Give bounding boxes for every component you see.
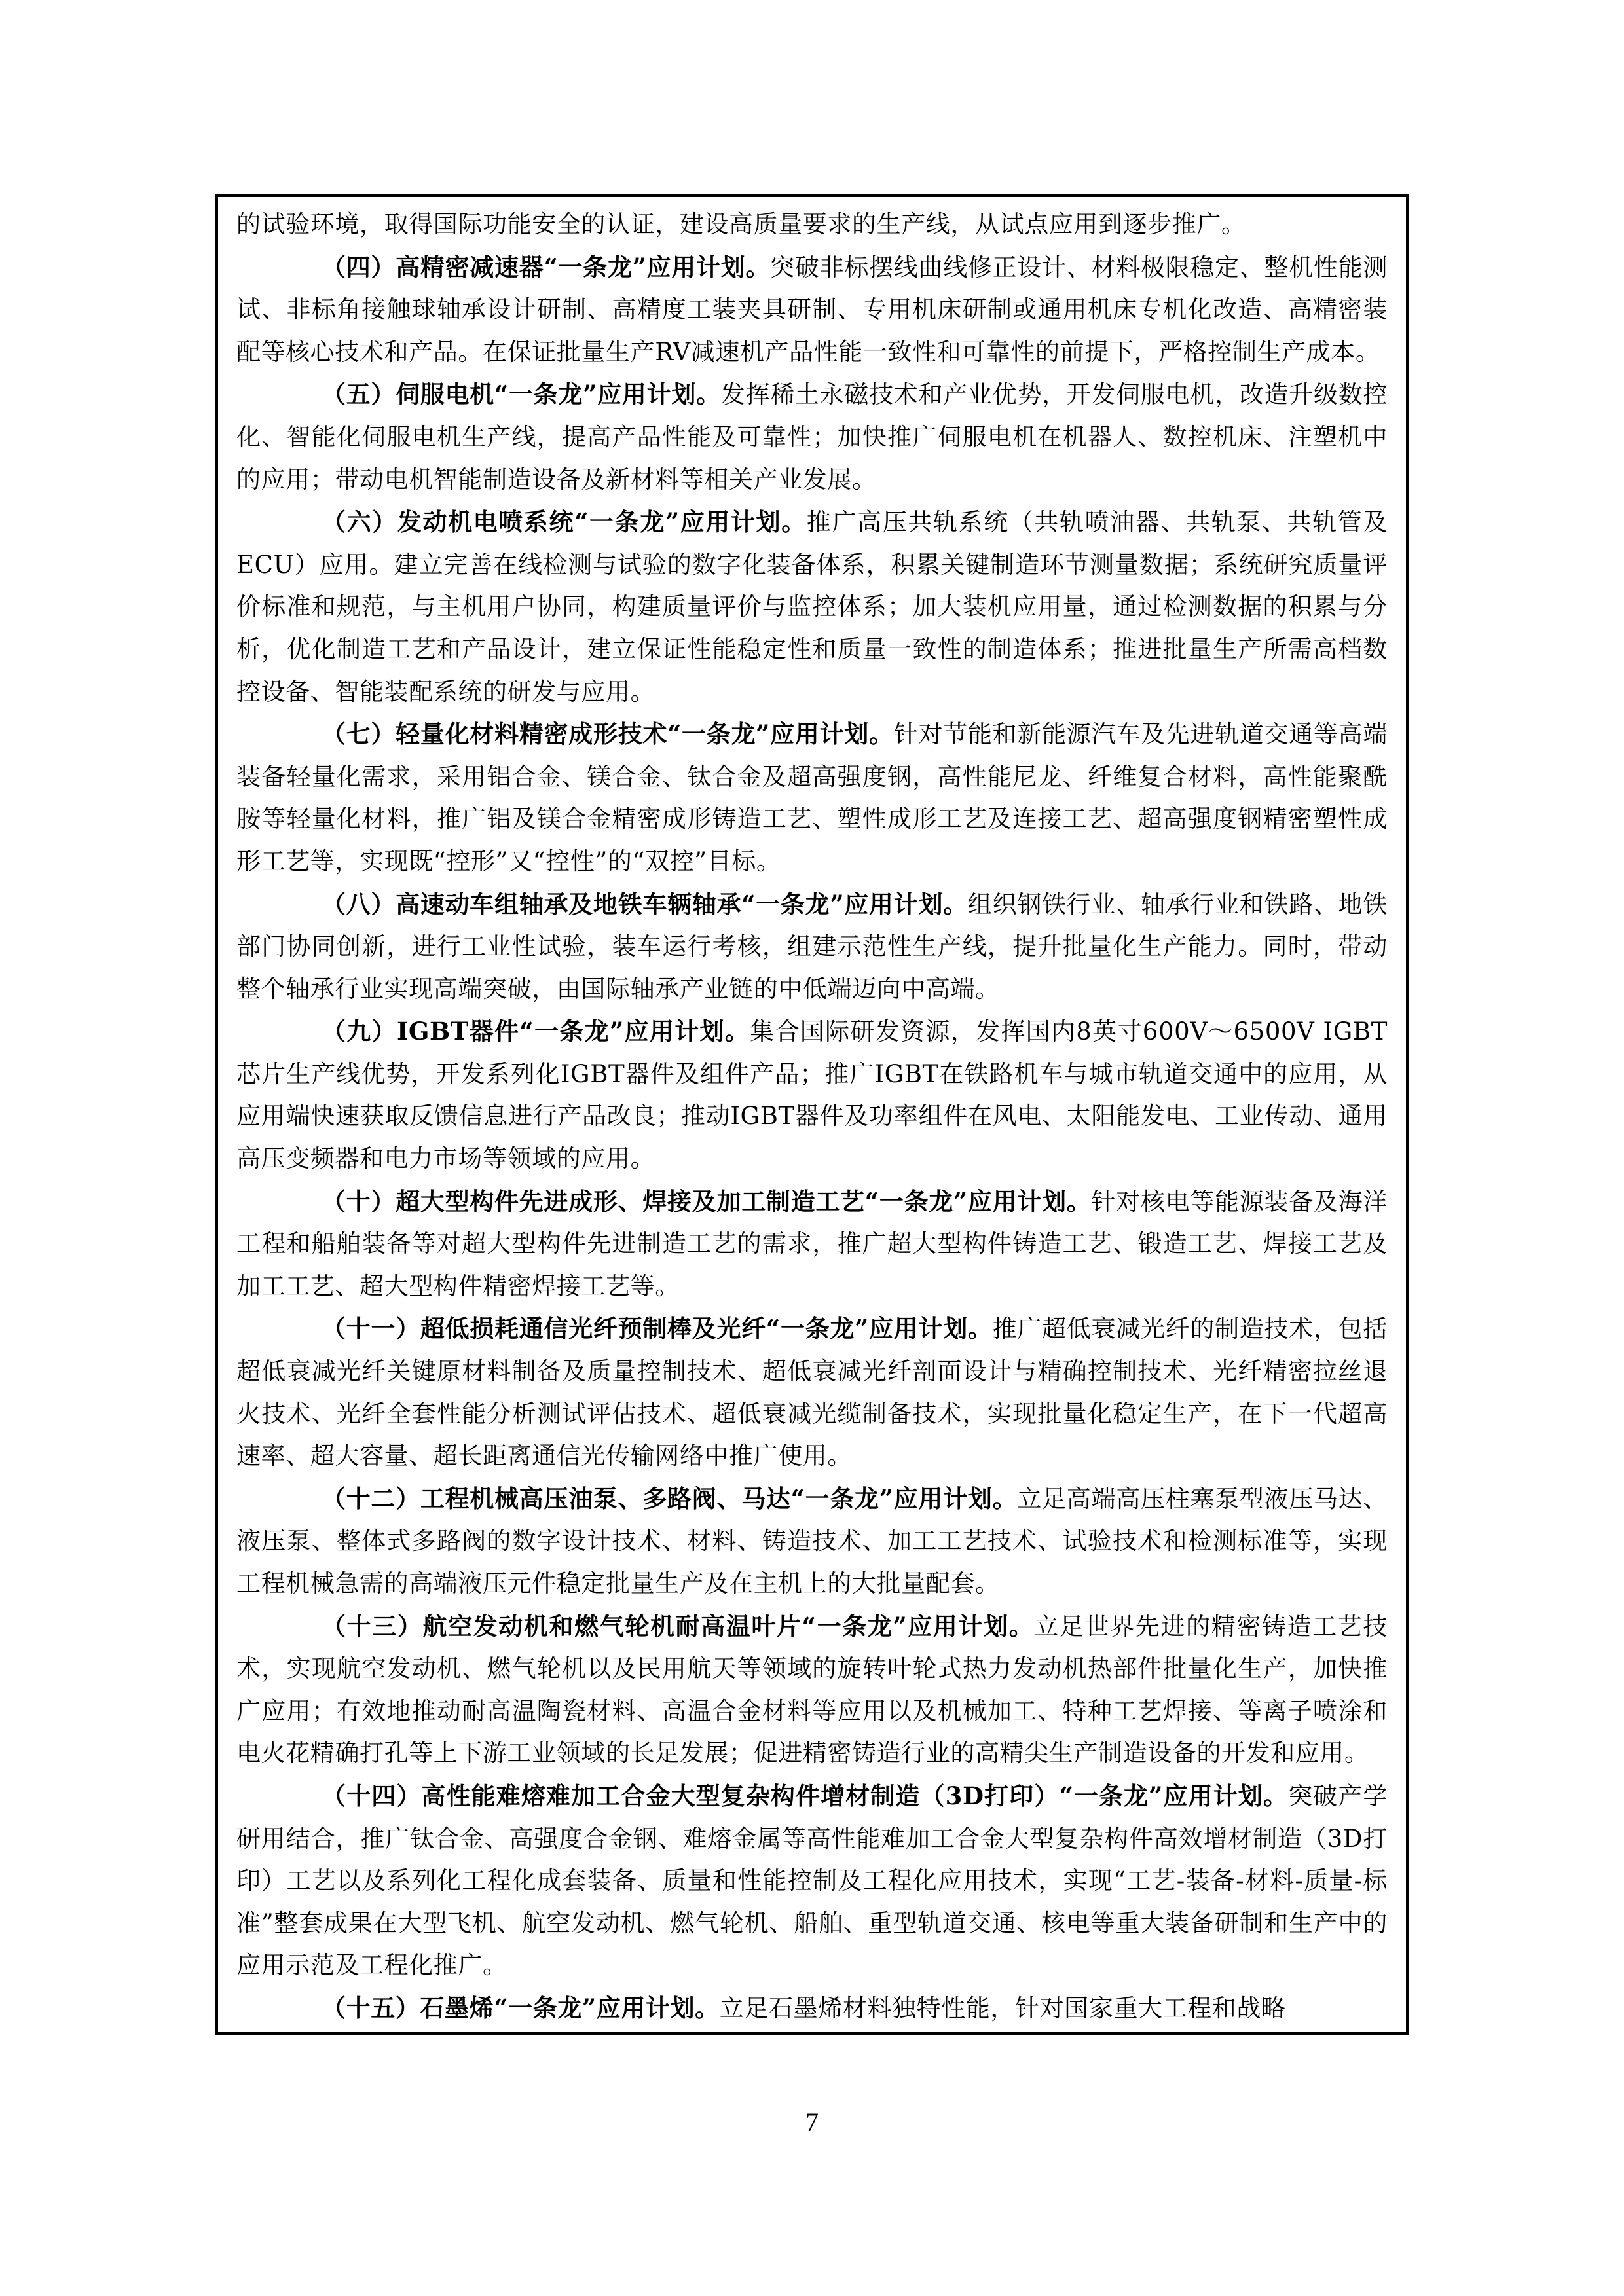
plan-text-15: 立足石墨烯材料独特性能，针对国家重大工程和战略 bbox=[719, 1994, 1286, 2022]
plan-text-8: 组织钢铁行业、轴承行业和铁路、地铁部门协同创新，进行工业性试验，装车运行考核，组建示范性生产线，提升批量化生产能力。同时，带动整个轴承行业实现高端突破，由国际轴承产业链的中低端迈向中高端。 bbox=[236, 890, 1388, 1003]
intro-text: 的试验环境，取得国际功能安全的认证，建设高质量要求的生产线，从试点应用到逐步推广。 bbox=[236, 210, 1246, 238]
plan-paragraph-7 bbox=[236, 713, 1388, 883]
plan-heading-13: （十三）航空发动机和燃气轮机耐高温叶片“一条龙”应用计划。 bbox=[322, 1611, 1035, 1641]
plan-heading-8: （八）高速动车组轴承及地铁车辆轴承“一条龙”应用计划。 bbox=[322, 889, 968, 919]
plan-heading-4: （四）高精密减速器“一条龙”应用计划。 bbox=[322, 252, 771, 282]
plan-paragraph-9 bbox=[236, 1010, 1388, 1180]
plan-text-11: 推广超低衰减光纤的制造技术，包括超低衰减光纤关键原材料制备及质量控制技术、超低衰减光纤剖面设计与精确控制技术、光纤精密拉丝退火技术、光纤全套性能分析测试评估技术、超低衰减光缆制备技术，实现批量化稳定生产，在下一代超高速率、超大容量、超长距离通信光传输网络中推广使用。 bbox=[236, 1315, 1388, 1470]
plan-heading-12: （十二）工程机械高压油泵、多路阀、马达“一条龙”应用计划。 bbox=[322, 1484, 1018, 1513]
plan-paragraph-13 bbox=[236, 1605, 1388, 1775]
plan-heading-10: （十）超大型构件先进成形、焊接及加工制造工艺“一条龙”应用计划。 bbox=[322, 1186, 1092, 1216]
plan-paragraph-15 bbox=[236, 1987, 1388, 2030]
plan-heading-15: （十五）石墨烯“一条龙”应用计划。 bbox=[322, 1993, 720, 2022]
plan-text-10: 针对核电等能源装备及海洋工程和船舶装备等对超大型构件先进制造工艺的需求，推广超大型构件铸造工艺、锻造工艺、焊接工艺及加工工艺、超大型构件精密焊接工艺等。 bbox=[236, 1187, 1388, 1300]
plan-paragraph-5 bbox=[236, 373, 1388, 501]
intro-paragraph bbox=[236, 204, 1388, 246]
plan-heading-6: （六）发动机电喷系统“一条龙”应用计划。 bbox=[322, 507, 807, 537]
plan-heading-9: （九）IGBT器件“一条龙”应用计划。 bbox=[322, 1017, 750, 1046]
plan-text-12: 立足高端高压柱塞泵型液压马达、液压泵、整体式多路阀的数字设计技术、材料、铸造技术、加工工艺技术、试验技术和检测标准等，实现工程机械急需的高端液压元件稳定批量生产及在主机上的大批量配套。 bbox=[236, 1484, 1388, 1597]
plan-text-5: 发挥稀土永磁技术和产业优势，开发伺服电机，改造升级数控化、智能化伺服电机生产线，提高产品性能及可靠性；加快推广伺服电机在机器人、数控机床、注塑机中的应用；带动电机智能制造设备及新材料等相关产业发展。 bbox=[236, 380, 1388, 494]
plan-text-13: 立足世界先进的精密铸造工艺技术，实现航空发动机、燃气轮机以及民用航天等领域的旋转叶轮式热力发动机热部件批量化生产，加快推广应用；有效地推动耐高温陶瓷材料、高温合金材料等应用以及机械加工、特种工艺焊接、等离子喷涂和电火花精确打孔等上下游工业领域的长足发展；促进精密铸造行业的高精尖生产制造设备的开发和应用。 bbox=[236, 1612, 1388, 1768]
plan-text-7: 针对节能和新能源汽车及先进轨道交通等高端装备轻量化需求，采用铝合金、镁合金、钛合金及超高强度钢，高性能尼龙、纤维复合材料，高性能聚酰胺等轻量化材料，推广铝及镁合金精密成形铸造工艺、塑性成形工艺及连接工艺、超高强度钢精密塑性成形工艺等，实现既“控形”又“控性”的“双控”目标。 bbox=[236, 720, 1388, 875]
plan-paragraph-11 bbox=[236, 1307, 1388, 1477]
plan-heading-14: （十四）高性能难熔难加工合金大型复杂构件增材制造（3D打印）“一条龙”应用计划。 bbox=[322, 1781, 1289, 1810]
plan-text-14: 突破产学研用结合，推广钛合金、高强度合金钢、难熔金属等高性能难加工合金大型复杂构件高效增材制造（3D打印）工艺以及系列化工程化成套装备、质量和性能控制及工程化应用技术，实现“工艺-装备-材料-质量-标准”整套成果在大型飞机、航空发动机、燃气轮机、船舶、重型轨道交通、核电等重大装备研制和生产中的应用示范及工程化推广。 bbox=[236, 1781, 1388, 1980]
content-frame bbox=[215, 194, 1409, 2035]
plan-paragraph-12 bbox=[236, 1478, 1388, 1605]
plan-text-4: 突破非标摆线曲线修正设计、材料极限稳定、整机性能测试、非标角接触球轴承设计研制、高精度工装夹具研制、专用机床研制或通用机床专机化改造、高精密装配等核心技术和产品。在保证批量生产RV减速机产品性能一致性和可靠性的前提下，严格控制生产成本。 bbox=[236, 253, 1388, 366]
plan-heading-11: （十一）超低损耗通信光纤预制棒及光纤“一条龙”应用计划。 bbox=[322, 1314, 993, 1343]
plan-heading-5: （五）伺服电机“一条龙”应用计划。 bbox=[322, 380, 721, 409]
page-number: 7 bbox=[805, 2107, 819, 2137]
plan-paragraph-10 bbox=[236, 1180, 1388, 1308]
plan-heading-7: （七）轻量化材料精密成形技术“一条龙”应用计划。 bbox=[322, 720, 894, 749]
plan-paragraph-8 bbox=[236, 883, 1388, 1011]
plan-paragraph-14 bbox=[236, 1775, 1388, 1987]
plan-paragraph-6 bbox=[236, 501, 1388, 713]
plan-paragraph-4 bbox=[236, 246, 1388, 374]
plan-text-9: 集合国际研发资源，发挥国内8英寸600V～6500V IGBT芯片生产线优势，开发系列化IGBT器件及组件产品；推广IGBT在铁路机车与城市轨道交通中的应用，从应用端快速获取反馈信息进行产品改良；推动IGBT器件及功率组件在风电、太阳能发电、工业传动、通用高压变频器和电力市场等领域的应用。 bbox=[236, 1017, 1388, 1173]
plan-text-6: 推广高压共轨系统（共轨喷油器、共轨泵、共轨管及ECU）应用。建立完善在线检测与试验的数字化装备体系，积累关键制造环节测量数据；系统研究质量评价标准和规范，与主机用户协同，构建质量评价与监控体系；加大装机应用量，通过检测数据的积累与分析，优化制造工艺和产品设计，建立保证性能稳定性和质量一致性的制造体系；推进批量生产所需高档数控设备、智能装配系统的研发与应用。 bbox=[236, 508, 1388, 706]
